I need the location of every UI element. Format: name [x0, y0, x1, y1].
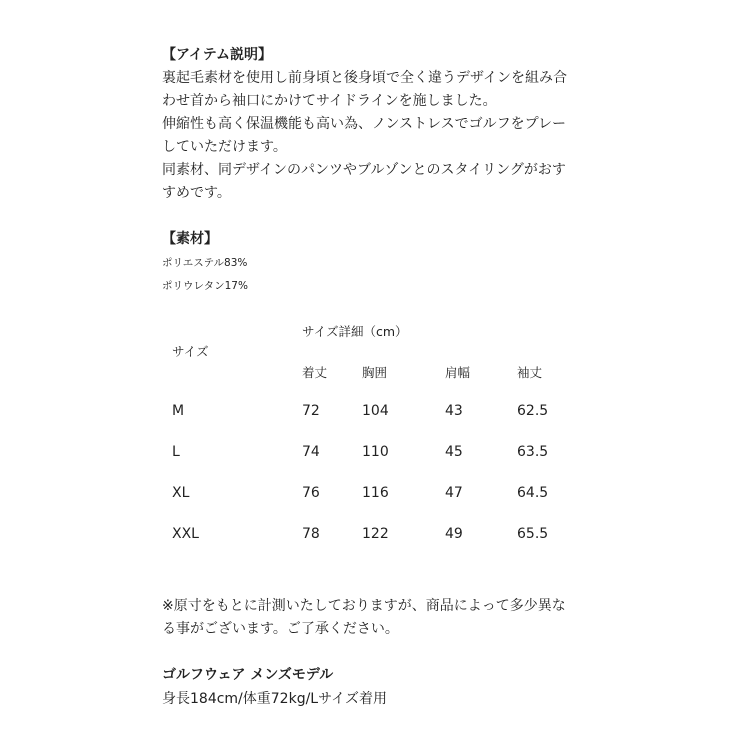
table-cell: 49 [445, 526, 463, 542]
table-cell: 64.5 [517, 485, 549, 501]
material-heading: 【素材】 [162, 231, 218, 247]
table-cell: 65.5 [517, 526, 549, 542]
item-description-line: 同素材、同デザインのパンツやブルゾンとのスタイリングがおす [162, 162, 566, 178]
column-header-chest: 胸囲 [362, 365, 388, 380]
table-cell: 63.5 [517, 444, 549, 460]
item-description-line: すめです。 [162, 185, 231, 201]
measurement-note-line: ※原寸をもとに計測いたしておりますが、商品によって多少異な [162, 598, 566, 614]
material-item: ポリウレタン17% [162, 280, 248, 292]
table-cell: 116 [362, 485, 389, 501]
table-cell: 45 [445, 444, 463, 460]
size-label: L [172, 444, 180, 460]
item-description-line: 裏起毛素材を使用し前身頃と後身頃で全く違うデザインを組み合 [162, 70, 568, 86]
model-info: 身長184cm/体重72kg/Lサイズ着用 [162, 691, 387, 707]
size-label: M [172, 403, 185, 419]
size-label: XL [172, 485, 190, 501]
table-cell: 72 [302, 403, 320, 419]
item-description-line: 伸縮性も高く保温機能も高い為、ノンストレスでゴルフをプレー [162, 116, 567, 132]
column-header-shoulder: 肩幅 [445, 365, 471, 380]
table-cell: 76 [302, 485, 320, 501]
measurement-note-line: る事がございます。ご了承ください。 [162, 621, 399, 637]
column-header-sleeve: 袖丈 [517, 365, 543, 380]
table-cell: 110 [362, 444, 389, 460]
column-header-length: 着丈 [302, 365, 328, 380]
table-cell: 104 [362, 403, 389, 419]
size-column-header: サイズ [172, 344, 209, 359]
size-detail-title: サイズ詳細（cm） [302, 324, 408, 339]
size-label: XXL [172, 526, 199, 542]
table-cell: 43 [445, 403, 463, 419]
item-description-line: わせ首から袖口にかけてサイドラインを施しました。 [162, 93, 497, 109]
model-heading: ゴルフウェア メンズモデル [162, 667, 334, 683]
table-cell: 78 [302, 526, 320, 542]
item-description-heading: 【アイテム説明】 [162, 47, 273, 63]
table-cell: 74 [302, 444, 320, 460]
table-cell: 62.5 [517, 403, 549, 419]
table-cell: 47 [445, 485, 463, 501]
item-description-line: していただけます。 [162, 139, 287, 155]
material-item: ポリエステル83% [162, 257, 248, 269]
table-cell: 122 [362, 526, 389, 542]
